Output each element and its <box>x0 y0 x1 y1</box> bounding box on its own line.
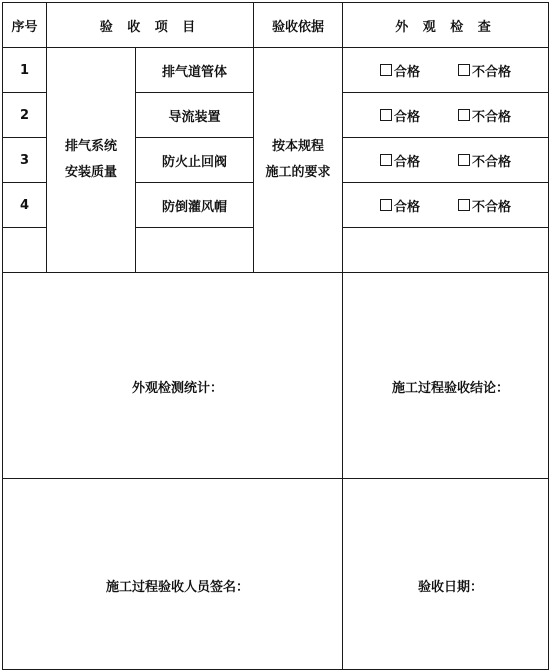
signature-cell[interactable] <box>3 479 343 670</box>
fail-label: 不合格 <box>472 199 512 215</box>
pass-label: 合格 <box>394 64 421 80</box>
fail-checkbox[interactable] <box>458 109 470 121</box>
row-item: 防倒灌风帽 <box>136 183 254 228</box>
date-cell[interactable] <box>343 479 549 670</box>
signature-row <box>3 479 549 670</box>
pass-label: 合格 <box>394 109 421 125</box>
conclusion-label: 施工过程验收结论： <box>392 381 510 396</box>
fail-checkbox[interactable] <box>458 64 470 76</box>
row-item: 排气道管体 <box>136 48 254 93</box>
date-label: 验收日期： <box>418 579 484 595</box>
row-item: 防火止回阀 <box>136 138 254 183</box>
group-label-line1: 排气系统 <box>64 139 117 154</box>
header-basis: 验收依据 <box>254 3 343 48</box>
fail-option[interactable] <box>458 151 511 170</box>
row-number: 3 <box>3 138 47 183</box>
appearance-check-cell <box>343 48 549 93</box>
row-number: 1 <box>3 48 47 93</box>
pass-checkbox[interactable] <box>380 154 392 166</box>
empty-item-cell[interactable] <box>136 228 254 273</box>
pass-checkbox[interactable] <box>380 64 392 76</box>
fail-label: 不合格 <box>472 64 512 80</box>
fail-checkbox[interactable] <box>458 154 470 166</box>
pass-label: 合格 <box>394 154 421 170</box>
basis-line2: 施工的要求 <box>265 165 331 180</box>
stats-label: 外观检测统计： <box>132 381 224 396</box>
row-item: 导流装置 <box>136 93 254 138</box>
empty-check-cell[interactable] <box>343 228 549 273</box>
header-appearance: 外 观 检 查 <box>343 3 549 48</box>
basis-cell <box>254 48 343 273</box>
appearance-check-cell <box>343 138 549 183</box>
fail-option[interactable] <box>458 196 511 215</box>
pass-label: 合格 <box>394 199 421 215</box>
signature-label: 施工过程验收人员签名： <box>106 579 250 595</box>
fail-option[interactable] <box>458 106 511 125</box>
fail-label: 不合格 <box>472 109 512 125</box>
table-row <box>3 48 549 93</box>
fail-checkbox[interactable] <box>458 199 470 211</box>
appearance-check-cell <box>343 183 549 228</box>
row-number: 2 <box>3 93 47 138</box>
header-seq: 序号 <box>3 3 47 48</box>
stats-row <box>3 273 549 479</box>
row-number: 4 <box>3 183 47 228</box>
pass-option[interactable] <box>380 151 420 170</box>
pass-checkbox[interactable] <box>380 109 392 121</box>
acceptance-table <box>2 2 549 670</box>
basis-line1: 按本规程 <box>272 139 325 154</box>
pass-checkbox[interactable] <box>380 199 392 211</box>
header-item: 验 收 项 目 <box>47 3 254 48</box>
pass-option[interactable] <box>380 61 420 80</box>
fail-label: 不合格 <box>472 154 512 170</box>
pass-option[interactable] <box>380 196 420 215</box>
fail-option[interactable] <box>458 61 511 80</box>
stats-cell[interactable] <box>3 273 343 479</box>
appearance-check-cell <box>343 93 549 138</box>
header-row <box>3 3 549 48</box>
empty-number-cell[interactable] <box>3 228 47 273</box>
group-label-line2: 安装质量 <box>64 165 117 180</box>
pass-option[interactable] <box>380 106 420 125</box>
conclusion-cell[interactable] <box>343 273 549 479</box>
group-cell <box>47 48 136 273</box>
